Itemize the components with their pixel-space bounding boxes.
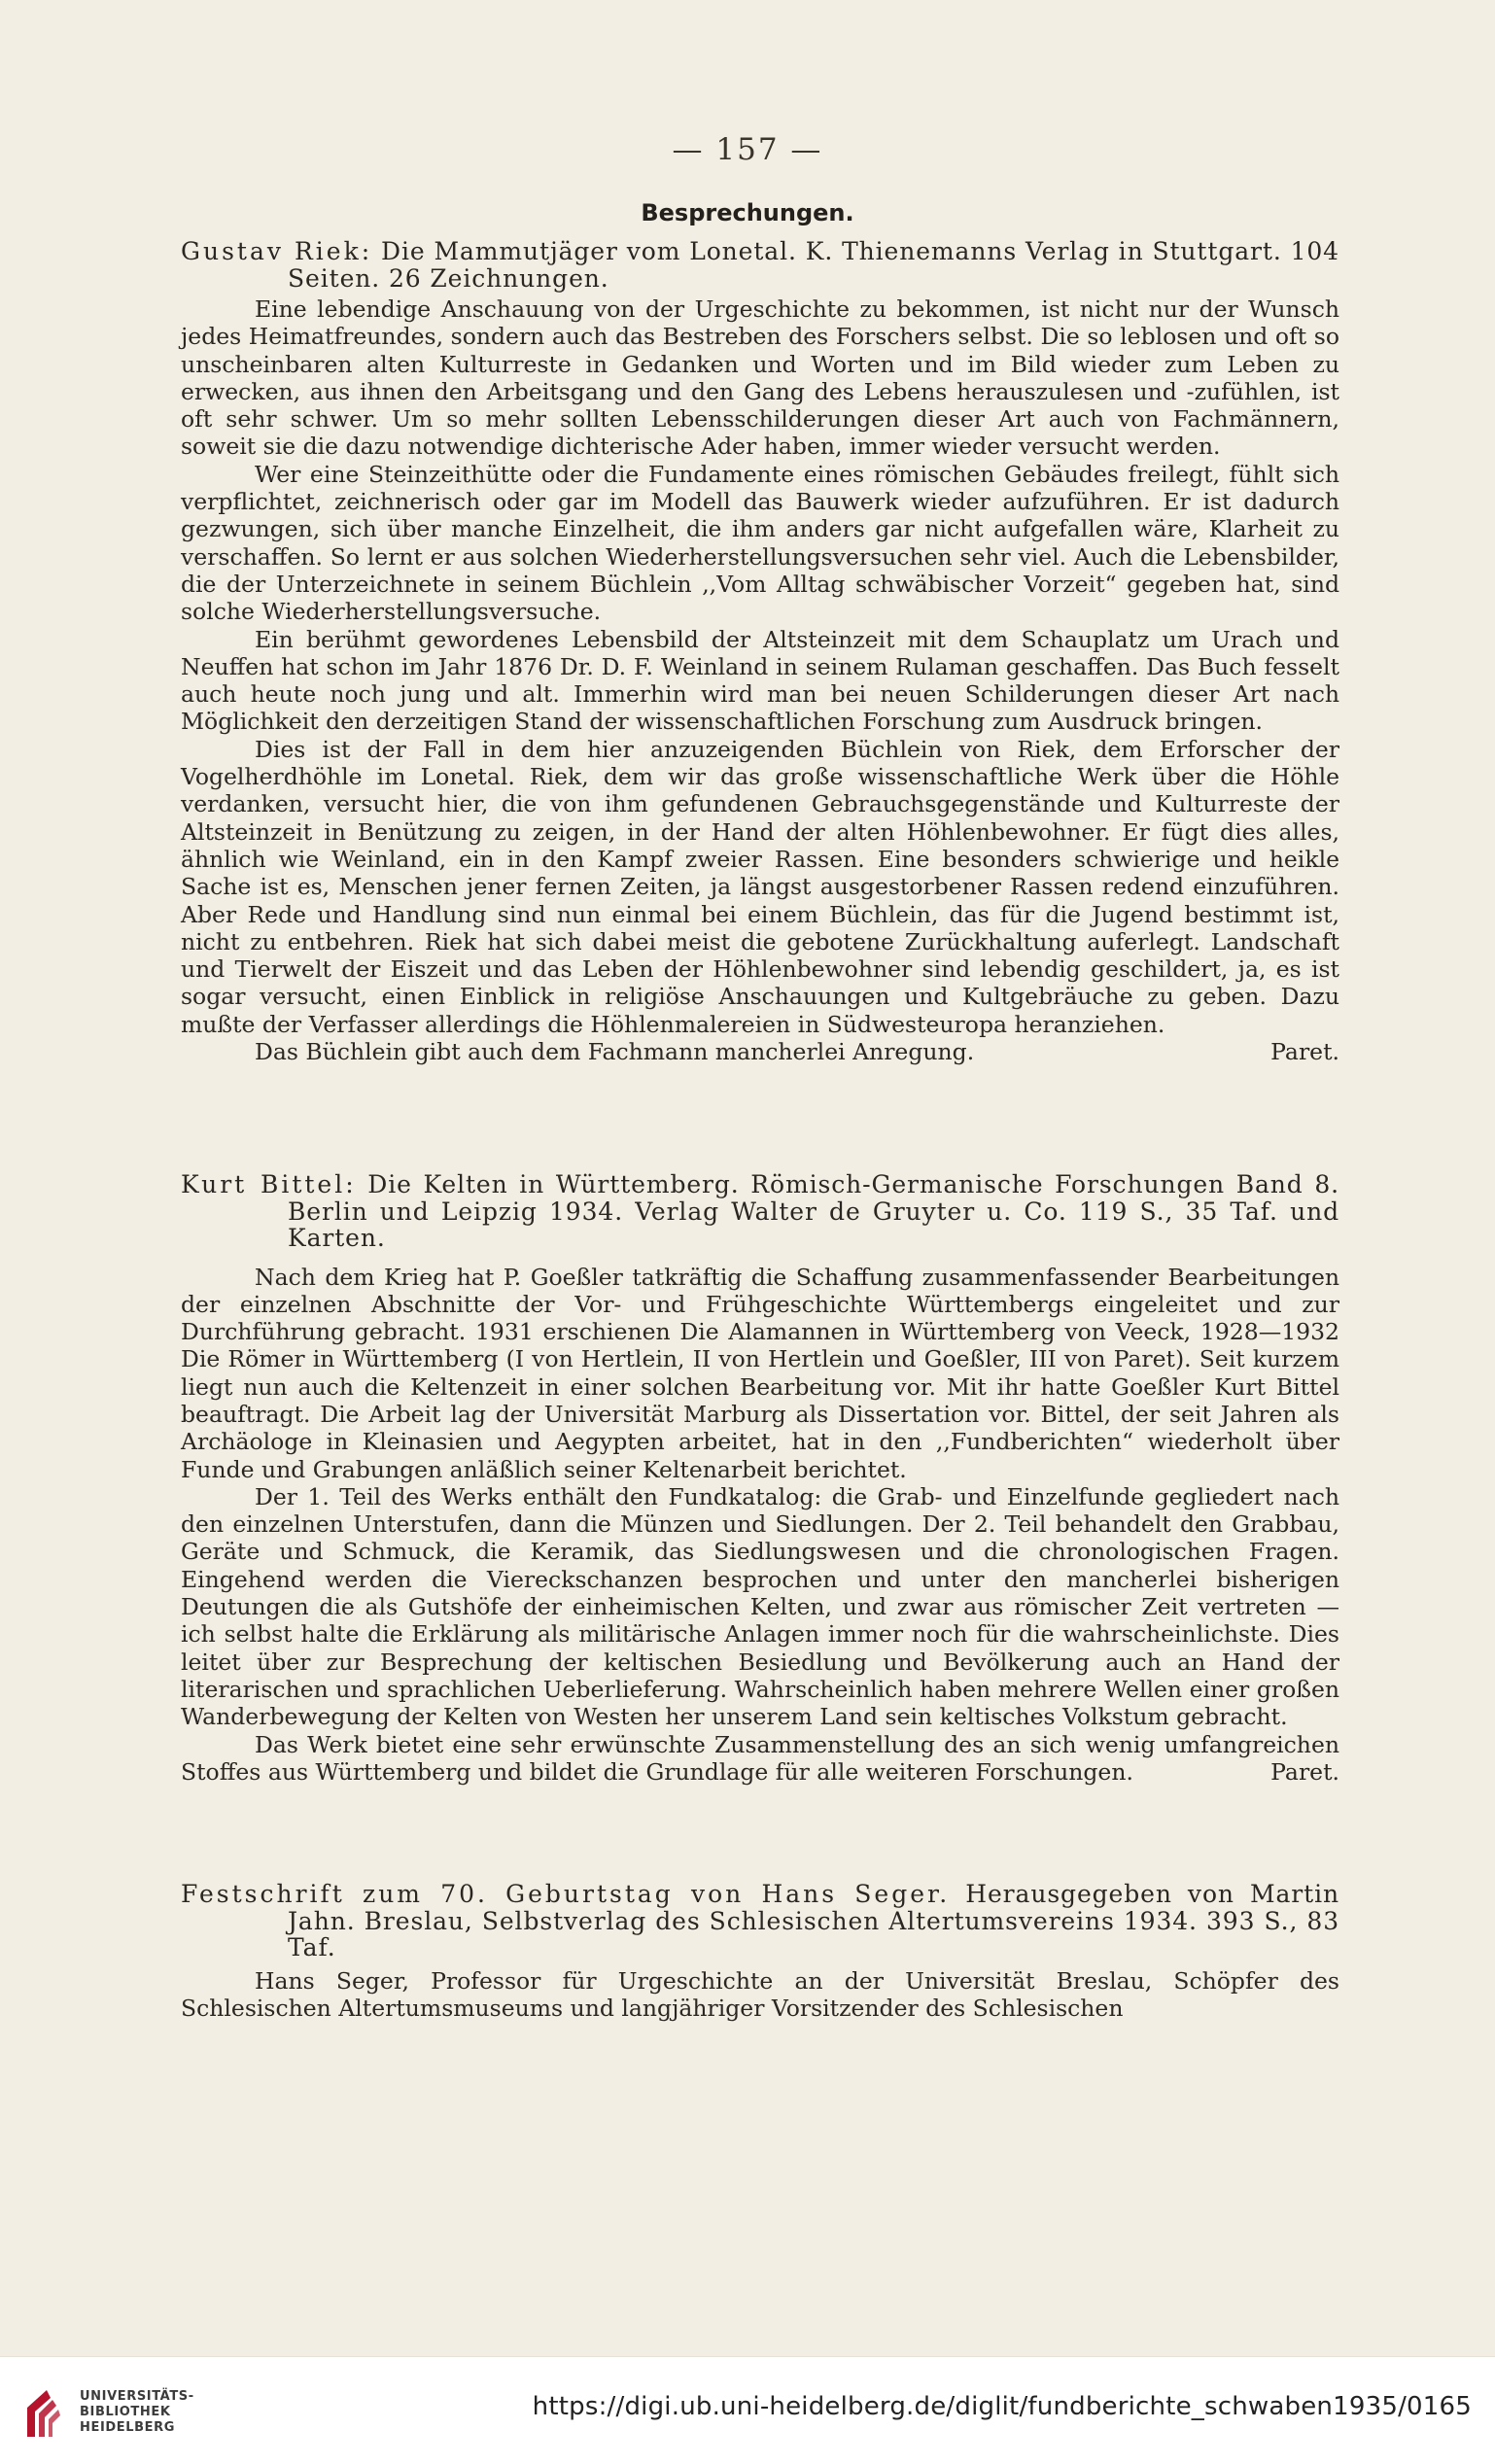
library-name-line: HEIDELBERG (80, 2420, 176, 2435)
review-riek (181, 238, 1339, 1065)
review-paragraph-last (181, 1731, 1339, 1787)
library-name[interactable] (80, 2389, 194, 2436)
heidelberg-library-logo-icon (17, 2386, 64, 2441)
review-paragraph: Der 1. Teil des Werks enthält den Fundkatalog: die Grab- und Einzelfunde gegliedert nach den einzelnen Unterstufen, dann die Münzen und Siedlungen. Der 2. Teil behandelt den Grabbau, Geräte und Schmuck, die Keramik, das Siedlungswesen und die chronologischen Fragen. Eingehend werden die Viereckschanzen besprochen und unter den mancherlei bisherigen Deutungen die als Gutshöfe der einheimischen Kelten, und zwar aus römischer Zeit vertreten — ich selbst halte die Erklärung als militärische Anlagen immer noch für die wahrscheinlichste. Dies leitet über zur Besprechung der keltischen Besiedlung und Bevölkerung auch an Hand der literarischen und sprachlichen Ueberlieferung. Wahrscheinlich haben mehrere Wellen einer großen Wanderbewegung der Kelten von Westen her unserem Land sein keltisches Volkstum gebracht. (181, 1482, 1339, 1731)
review-paragraph: Wer eine Steinzeithütte oder die Fundamente eines römischen Gebäudes freilegt, fühlt sich verpflichtet, zeichnerisch oder gar im Modell das Bauwerk wieder aufzuführen. Er ist dadurch gezwungen, sich über manche Einzelheit, die ihm anders gar nicht aufgefallen wäre, Klarheit zu verschaffen. So lernt er aus solchen Wiederherstellungsversuchen sehr viel. Auch die Lebensbilder, die der Unterzeichnete in seinem Büchlein ,,Vom Alltag schwäbischer Vorzeit“ gegeben hat, sind solche Wiederherstellungsversuche. (181, 460, 1339, 626)
review-signature: Paret. (1270, 1038, 1339, 1066)
review-bittel (181, 1171, 1339, 1786)
review-paragraph-last (181, 1038, 1339, 1065)
review-bibliography: Herausgegeben von Martin Jahn. Breslau, Selbstverlag des Schlesischen Altertumsvereins 1934. 393 S., 83 Taf. (288, 1880, 1340, 1961)
review-bibliography: Die Mammutjäger vom Lonetal. K. Thienemanns Verlag in Stuttgart. 104 Seiten. 26 Zeichnungen. (288, 237, 1339, 293)
review-author: Gustav Riek: (181, 237, 373, 265)
review-bibliography: Die Kelten in Württemberg. Römisch-Germanische Forschungen Band 8. Berlin und Leipzig 1934. Verlag Walter de Gruyter u. Co. 119 S., 35 Taf. und Karten. (288, 1170, 1339, 1252)
review-paragraph: Eine lebendige Anschauung von der Urgeschichte zu bekommen, ist nicht nur der Wunsch jedes Heimatfreundes, sondern auch das Bestreben des Forschers selbst. Die so leblosen und oft so unscheinbaren alten Kulturreste in Gedanken und Worten und im Bild wieder zum Leben zu erwecken, aus ihnen den Arbeitsgang und den Gang des Lebens herauszulesen und -zufühlen, ist oft sehr schwer. Um so mehr sollten Lebensschilderungen dieser Art auch von Fachmännern, soweit sie die dazu notwendige dichterische Ader haben, immer wieder versucht werden. (181, 295, 1339, 461)
review-heading (181, 1171, 1339, 1252)
review-paragraph: Hans Seger, Professor für Urgeschichte an der Universität Breslau, Schöpfer des Schlesischen Altertumsmuseums und langjähriger Vorsitzender des Schlesischen (181, 1966, 1339, 2022)
review-paragraph: Dies ist der Fall in dem hier anzuzeigenden Büchlein von Riek, dem Erforscher der Vogelherdhöhle im Lonetal. Riek, dem wir das große wissenschaftliche Werk über die Höhle verdanken, versucht hier, die von ihm gefundenen Gebrauchsgegenstände und Kulturreste der Altsteinzeit in Benützung zu zeigen, in der Hand der alten Höhlenbewohner. Er fügt dies alles, ähnlich wie Weinland, ein in den Kampf zweier Rassen. Eine besonders schwierige und heikle Sache ist es, Menschen jener fernen Zeiten, ja längst ausgestorbener Rassen redend einzuführen. Aber Rede und Handlung sind nun einmal bei einem Büchlein, das für die Jugend bestimmt ist, nicht zu entbehren. Riek hat sich dabei meist die gebotene Zurückhaltung auferlegt. Landschaft und Tierwelt der Eiszeit und das Leben der Höhlenbewohner sind lebendig geschildert, ja, es ist sogar versucht, einen Einblick in religiöse Anschauungen und Kultgebräuche zu geben. Dazu mußte der Verfasser allerdings die Höhlenmalereien in Südwesteuropa heranziehen. (181, 735, 1339, 1038)
library-name-line: UNIVERSITÄTS- (80, 2389, 194, 2404)
review-author: Festschrift zum 70. Geburtstag von Hans Seger. (181, 1880, 951, 1908)
review-paragraph-text: Das Werk bietet eine sehr erwünschte Zusammenstellung des an sich wenig umfangreichen Stoffes aus Württemberg und bildet die Grundlage für alle weiteren Forschungen. (181, 1730, 1339, 1786)
page-number: — 157 — (672, 132, 823, 167)
review-paragraph: Nach dem Krieg hat P. Goeßler tatkräftig die Schaffung zusammenfassender Bearbeitungen der einzelnen Abschnitte der Vor- und Frühgeschichte Württembergs eingeleitet und zur Durchführung gebracht. 1931 erschienen Die Alamannen in Württemberg von Veeck, 1928—1932 Die Römer in Württemberg (I von Hertlein, II von Hertlein und Goeßler, III von Paret). Seit kurzem liegt nun auch die Keltenzeit in einer solchen Bearbeitung vor. Mit ihr hatte Goeßler Kurt Bittel beauftragt. Die Arbeit lag der Universität Marburg als Dissertation vor. Bittel, der seit Jahren als Archäologe in Kleinasien und Aegypten arbeitet, hat in den ,,Fundberichten“ wiederholt über Funde und Grabungen anläßlich seiner Keltenarbeit berichtet. (181, 1263, 1339, 1483)
review-seger (181, 1881, 1339, 2022)
review-heading (181, 1881, 1339, 1961)
section-title: Besprechungen. (641, 199, 854, 226)
permalink-url[interactable]: https://digi.ub.uni-heidelberg.de/diglit/fundberichte_schwaben1935/0165 (532, 2392, 1472, 2421)
review-signature: Paret. (1270, 1757, 1339, 1786)
review-author: Kurt Bittel: (181, 1170, 357, 1198)
review-paragraph-text: Das Büchlein gibt auch dem Fachmann mancherlei Anregung. (255, 1038, 975, 1066)
review-heading (181, 238, 1339, 292)
library-name-line: BIBLIOTHEK (80, 2405, 171, 2419)
review-paragraph: Ein berühmt gewordenes Lebensbild der Altsteinzeit mit dem Schauplatz um Urach und Neuffen hat schon im Jahr 1876 Dr. D. F. Weinland in seinem Rulaman geschaffen. Das Buch fesselt auch heute noch jung und alt. Immerhin wird man bei neuen Schilderungen dieser Art nach Möglichkeit den derzeitigen Stand der wissenschaftlichen Forschung zum Ausdruck bringen. (181, 625, 1339, 736)
footer-bar (0, 2356, 1495, 2464)
